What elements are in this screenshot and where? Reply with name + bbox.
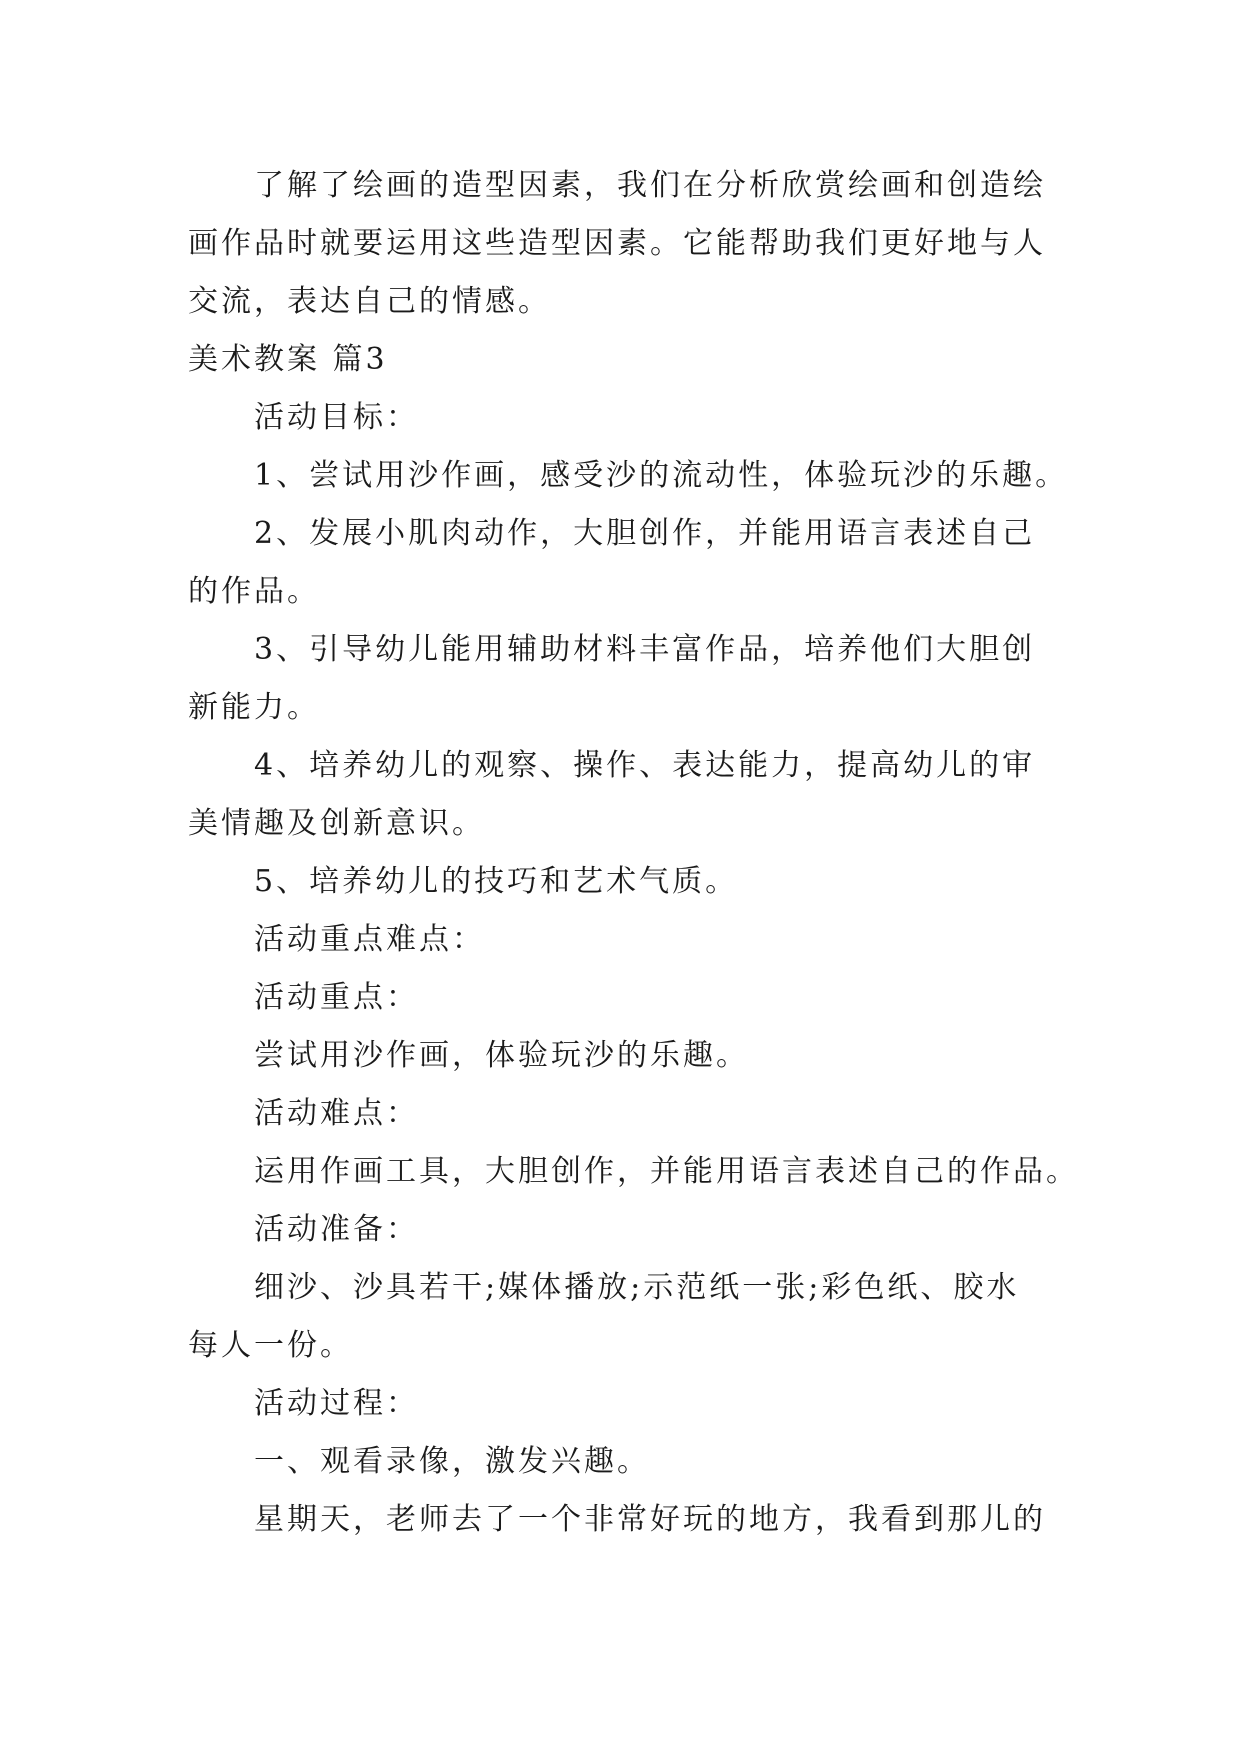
paragraph-line: 活动重点： bbox=[254, 980, 419, 1015]
paragraph-line: 尝试用沙作画，体验玩沙的乐趣。 bbox=[254, 1038, 749, 1073]
paragraph-line: 画作品时就要运用这些造型因素。它能帮助我们更好地与人 bbox=[188, 226, 1046, 261]
paragraph-line: 新能力。 bbox=[188, 690, 320, 725]
paragraph-line: 活动准备： bbox=[254, 1212, 419, 1247]
paragraph-line: 交流，表达自己的情感。 bbox=[188, 284, 551, 319]
section-heading: 美术教案 篇3 bbox=[188, 342, 388, 377]
paragraph-line: 1、尝试用沙作画，感受沙的流动性，体验玩沙的乐趣。 bbox=[254, 458, 1069, 493]
paragraph-line: 运用作画工具，大胆创作，并能用语言表述自己的作品。 bbox=[254, 1154, 1079, 1189]
paragraph-line: 活动重点难点： bbox=[254, 922, 485, 957]
paragraph-line: 活动过程： bbox=[254, 1386, 419, 1421]
paragraph-line: 了解了绘画的造型因素，我们在分析欣赏绘画和创造绘 bbox=[254, 168, 1046, 203]
paragraph-line: 4、培养幼儿的观察、操作、表达能力，提高幼儿的审 bbox=[254, 748, 1036, 783]
paragraph-line: 一、观看录像，激发兴趣。 bbox=[254, 1444, 650, 1479]
paragraph-line: 5、培养幼儿的技巧和艺术气质。 bbox=[254, 864, 739, 899]
paragraph-line: 2、发展小肌肉动作，大胆创作，并能用语言表述自己 bbox=[254, 516, 1036, 551]
paragraph-line: 美情趣及创新意识。 bbox=[188, 806, 485, 841]
paragraph-line: 星期天，老师去了一个非常好玩的地方，我看到那儿的 bbox=[254, 1502, 1046, 1537]
paragraph-line: 每人一份。 bbox=[188, 1328, 353, 1363]
paragraph-line: 的作品。 bbox=[188, 574, 320, 609]
paragraph-line: 细沙、沙具若干;媒体播放;示范纸一张;彩色纸、胶水 bbox=[254, 1270, 1020, 1305]
paragraph-line: 活动目标： bbox=[254, 400, 419, 435]
paragraph-line: 3、引导幼儿能用辅助材料丰富作品，培养他们大胆创 bbox=[254, 632, 1036, 667]
paragraph-line: 活动难点： bbox=[254, 1096, 419, 1131]
